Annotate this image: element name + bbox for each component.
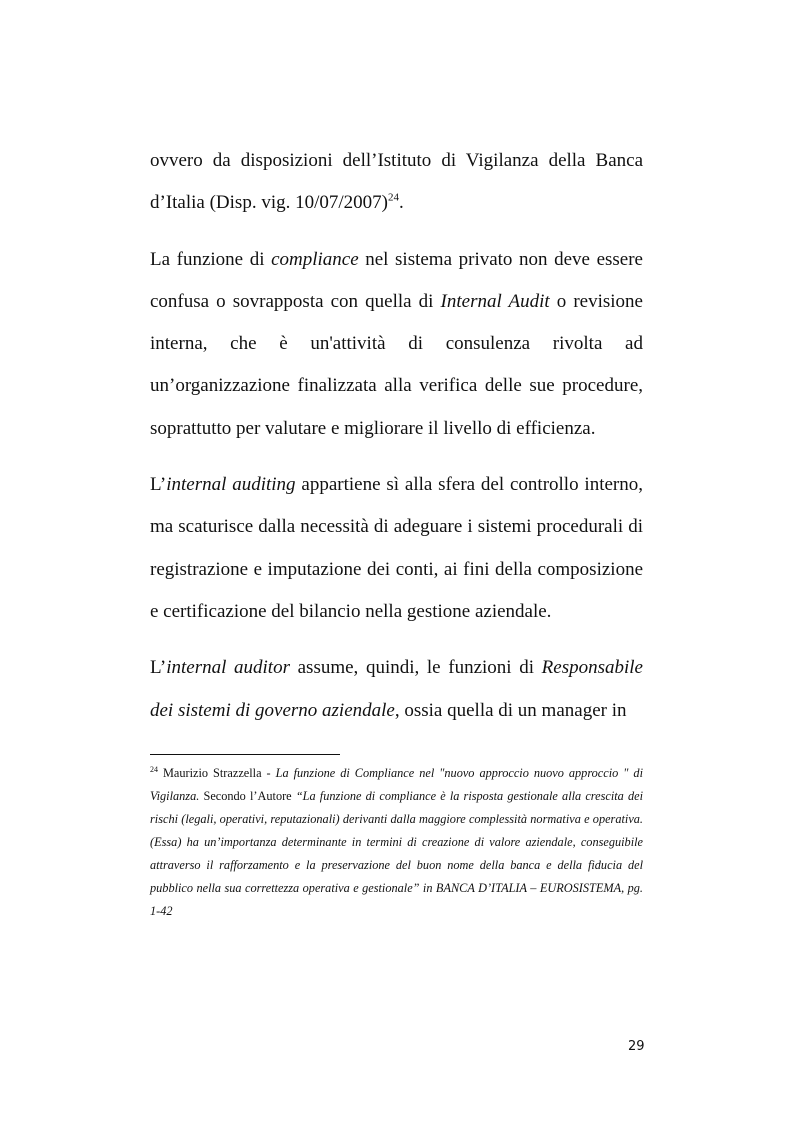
term-responsabile: Responsabile dei sistemi di governo aziendale xyxy=(150,657,643,721)
paragraph-2-text-a: La funzione di xyxy=(150,248,272,270)
footnote-separator xyxy=(150,754,340,755)
paragraph-2 xyxy=(150,239,643,450)
paragraph-2-text-c: o revisione interna, che è un'attività di consulenza rivolta ad un’organizzazione finalizzata alla verifica delle sue procedure, soprattutto per valutare e migliorare il livello di efficienza. xyxy=(150,290,643,439)
footnote xyxy=(150,762,643,923)
paragraph-1-end: . xyxy=(399,192,404,214)
paragraph-3 xyxy=(150,464,643,633)
paragraph-4 xyxy=(150,647,643,732)
footnote-quote: “La funzione di compliance è la risposta gestionale alla crescita dei rischi (legali, operativi, reputazionali) derivanti dalla maggiore complessità normativa e operativa. (Essa) ha un’importanza determinante in termini di creazione di valore aziendale, conseguibile attraverso il rafforzamento e la preservazione del buon nome della banca e della fiducia del pubblico nella sua correttezza operativa e gestionale” in BANCA D’ITALIA – EUROSISTEMA, pg. 1-42 xyxy=(150,789,643,918)
paragraph-4-text-b: assume, quindi, le funzioni di xyxy=(289,657,542,679)
footnote-number: 24 xyxy=(150,764,158,774)
paragraph-3-text-a: L’ xyxy=(150,474,167,496)
term-compliance: compliance xyxy=(271,248,359,270)
footnote-author: Maurizio Strazzella - xyxy=(158,766,276,780)
paragraph-4-text-a: L’ xyxy=(150,657,167,679)
paragraph-3-text-b: appartiene sì alla sfera del controllo interno, ma scaturisce dalla necessità di adeguare i sistemi procedurali di registrazione e imputazione dei conti, ai fini della composizione e certificazione del bilancio nella gestione aziendale. xyxy=(150,474,644,622)
paragraph-1 xyxy=(150,140,643,225)
term-internal-audit: Internal Audit xyxy=(440,290,550,312)
paragraph-1-text: ovvero da disposizioni dell’Istituto di Vigilanza della Banca d’Italia (Disp. vig. 10/07/2007) xyxy=(150,150,643,214)
footnote-reference[interactable]: 24 xyxy=(388,191,399,204)
term-internal-auditor: internal auditor xyxy=(166,657,290,679)
body-text xyxy=(150,140,643,746)
footnote-title: La funzione di Compliance nel "nuovo approccio nuovo approccio " di Vigilanza. xyxy=(150,766,643,803)
paragraph-4-text-c: , ossia quella di un manager in xyxy=(394,699,627,721)
page-number: 29 xyxy=(628,1039,645,1054)
term-internal-auditing: internal auditing xyxy=(166,474,296,496)
paragraph-2-text-b: nel sistema privato non deve essere confusa o sovrapposta con quella di xyxy=(150,248,643,312)
footnote-text: Secondo l’Autore xyxy=(199,789,296,803)
